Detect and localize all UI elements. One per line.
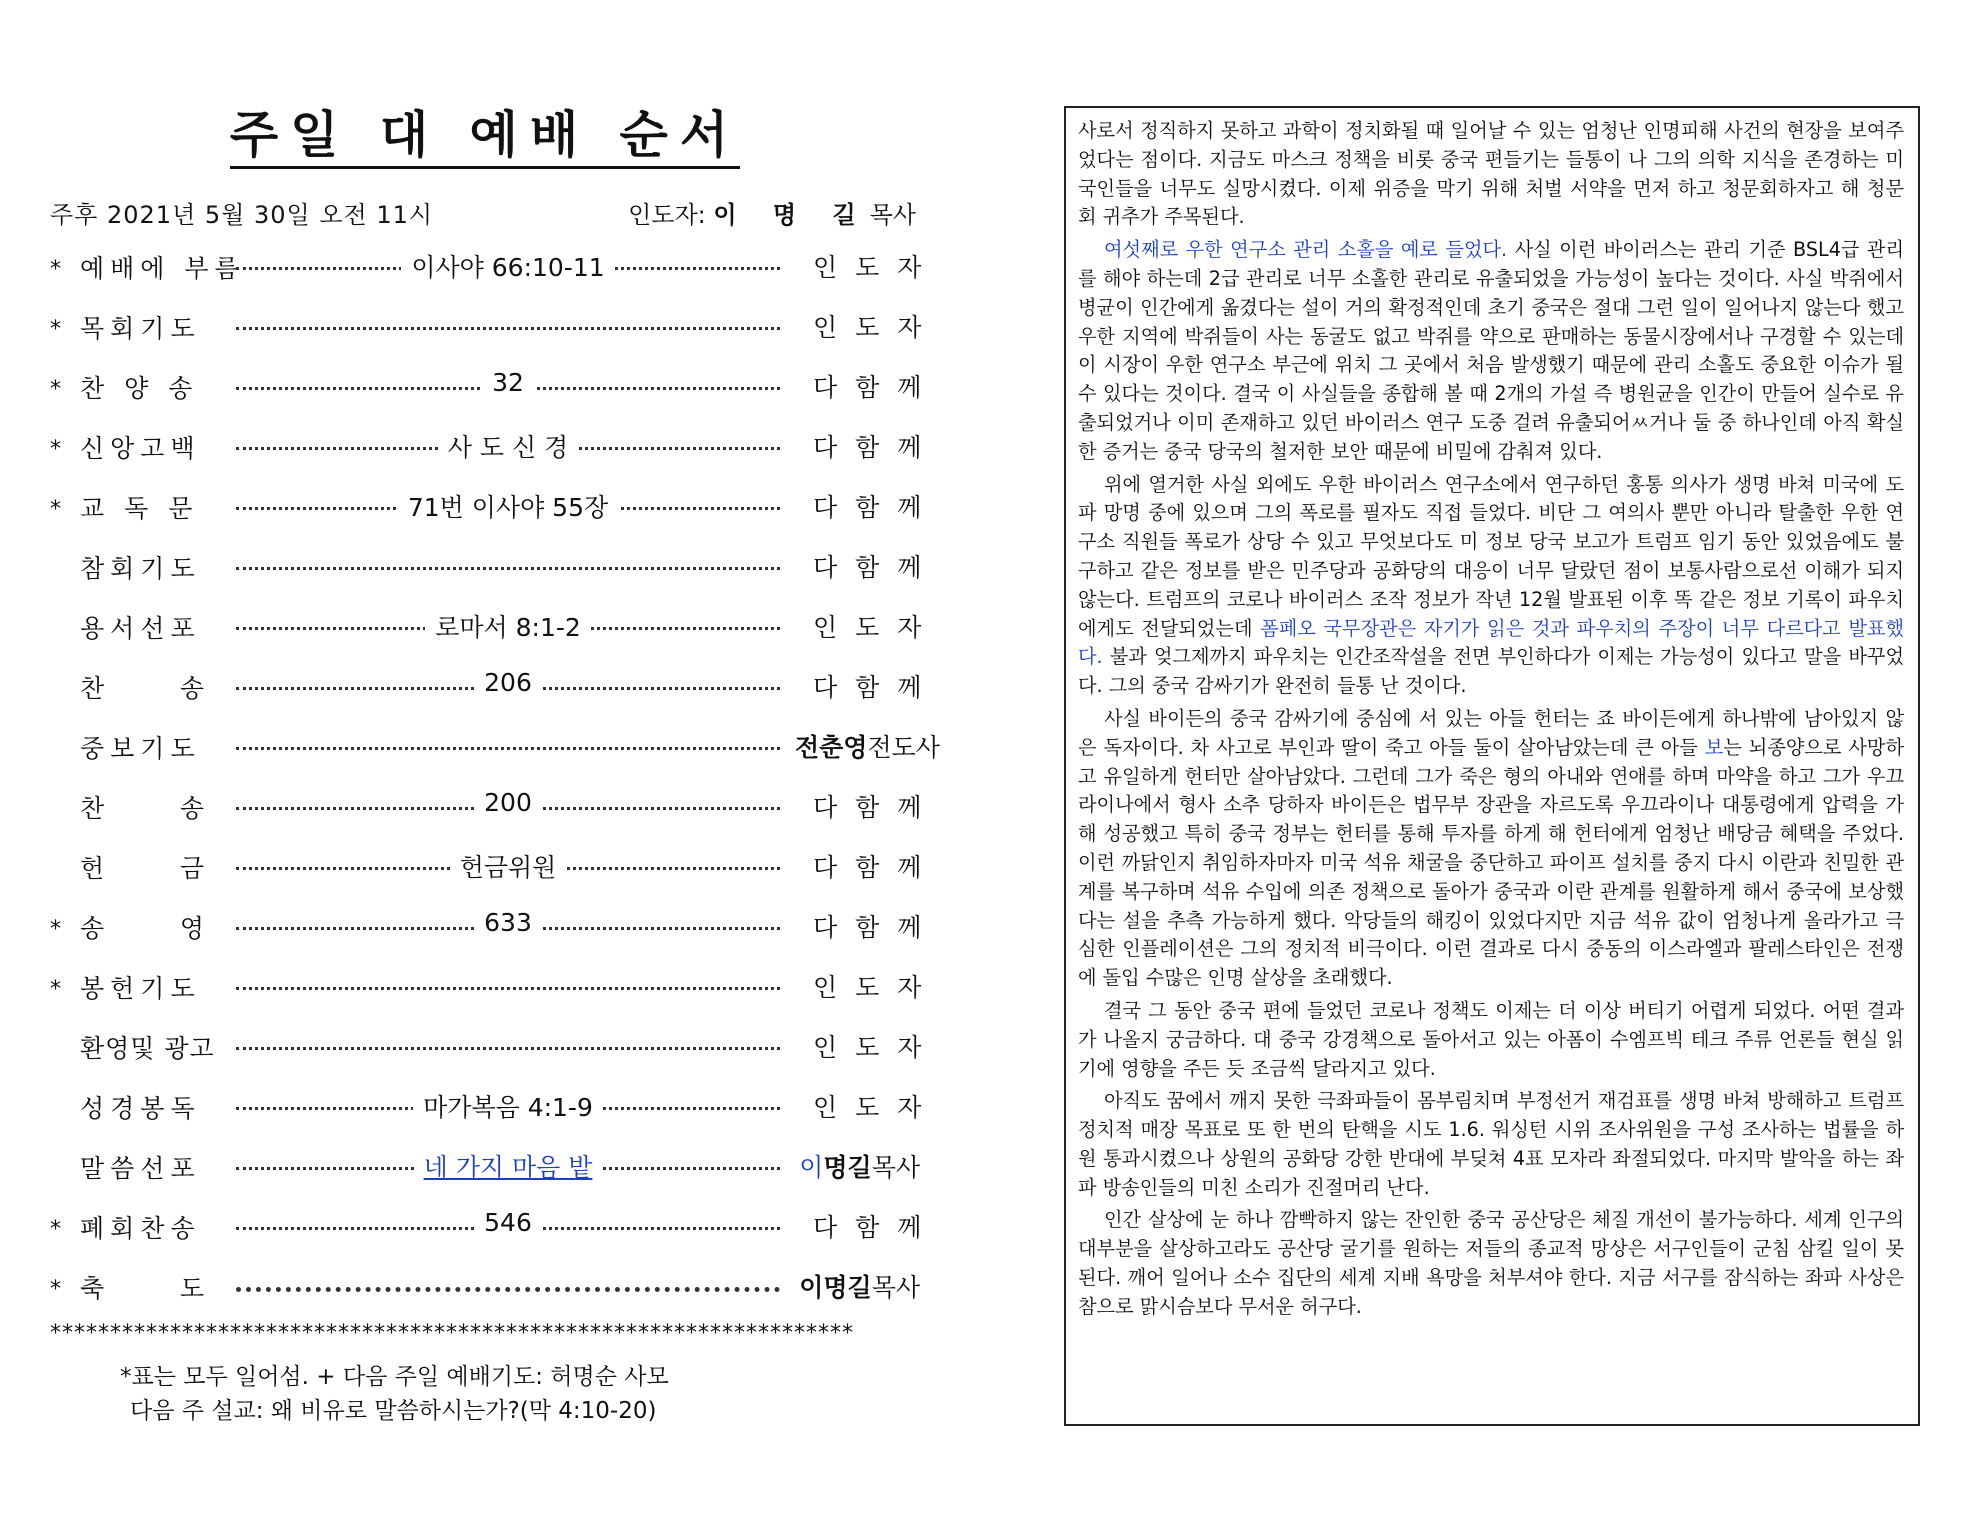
order-row: * 예배에 부름 이사야 66:10-11 인도자	[50, 253, 940, 283]
service-date: 주후 2021년 5월 30일 오전 11시	[50, 201, 434, 229]
order-row: * 신앙고백 사 도 신 경 다함께	[50, 433, 940, 463]
order-row: * 목회기도 인도자	[50, 313, 940, 343]
article-paragraph: 아직도 꿈에서 깨지 못한 극좌파들이 몸부림치며 부정선거 재검표를 생명 바쳐 방해하고 트럼프 정치적 매장 목표로 또 한 번의 탄핵을 시도 1.6. 워싱턴 시위 조사위원을 구성 조사하는 법률을 하원 통과시켰으나 상원의 공화당 강한 반대에 부딪쳐 4표 모자라 좌절되었다. 마지막 발악을 하는 좌파 방송인들의 미친 소리가 진절머리 난다.	[1078, 1089, 1904, 1199]
sermon-title: 네 가지 마음 밭	[414, 1153, 603, 1182]
highlight-text: 보	[1704, 735, 1724, 759]
order-row: * 축 도 이명길목사	[50, 1273, 920, 1303]
order-row: * 찬 양 송 32 다함께	[50, 368, 940, 403]
highlight-text: 여섯째로 우한 연구소 관리 소홀을 예로 들었다.	[1104, 238, 1508, 262]
worship-order-page	[50, 95, 940, 1428]
order-row: 중보기도 전춘영전도사	[80, 733, 940, 763]
order-row: 성경봉독 마가복음 4:1-9 인도자	[80, 1093, 940, 1123]
highlight-text: 폼페오 국무장관은 자기가 읽은 것과 파우치의 주장이 너무 다르다고 발표했다.	[1078, 616, 1905, 669]
article-paragraph: 사실 바이든의 중국 감싸기에 중심에 서 있는 아들 헌터는 죠 바이든에게 하나밖에 남아있지 않은 독자이다. 차 사고로 부인과 딸이 죽고 아들 둘이 살아남았는데 큰 아들 보는 뇌종양으로 사망하고 유일하게 헌터만 살아남았다. 그런데 그가 죽은 형의 아내와 연애를 하며 마약을 하고 그가 우끄라이나에서 형사 소추 당하자 바이든은 법무부 장관을 자르도록 우끄라이나 대통령에게 압력을 가해 성공했고 특히 중국 정부는 헌터를 통해 투자를 하게 해 헌터에게 엄청난 배당금 혜택을 주었다. 이런 까닭인지 취임하자마자 미국 석유 채굴을 중단하고 파이프 설치를 중지 다시 이란과 친밀한 관계를 복구하며 석유 수입에 의존 정책으로 돌아가 중국과 이란 관계를 원활하게 해서 중국에 보상했다는 설을 추측 가능하게 했다. 악당들의 해킹이 있었다지만 지금 석유 값이 엄청나게 올라가고 극심한 인플레이션은 그의 정치적 비극이다. 이런 결과로 다시 중동의 이스라엘과 팔레스타인은 전쟁에 돌입 수많은 인명 살상을 초래했다.	[1078, 706, 1905, 990]
note-standing: *표는 모두 일어섬. + 다음 주일 예배기도: 허명순 사모	[120, 1364, 669, 1390]
article-paragraph: 위에 열거한 사실 외에도 우한 바이러스 연구소에서 연구하던 홍통 의사가 생명 바쳐 미국에 도파 망명 중에 있으며 그의 폭로를 필자도 직접 들었다. 비단 그 여의사 뿐만 아니라 탈출한 우한 연구소 직원들 폭로가 상당 수 있고 무엇보다도 미 정보 당국 보고가 트럼프 임기 동안 있었음에도 불구하고 같은 정보를 받은 민주당과 공화당의 대응이 너무 달랐던 점이 보통사람으로선 이해가 되지 않는다. 트럼프의 코로나 바이러스 조작 정보가 작년 12월 발표된 이후 똑 같은 정보 기록이 파우치에게도 전달되었는데 폼페오 국무장관은 자기가 읽은 것과 파우치의 주장이 너무 다르다고 발표했다. 불과 엊그제까지 파우치는 인간조작설을 전면 부인하다가 이제는 가능성이 있다고 말을 바꾸었다. 그의 중국 감싸기가 완전히 들통 난 것이다.	[1078, 472, 1905, 698]
article-paragraph: 인간 살상에 눈 하나 깜빡하지 않는 잔인한 중국 공산당은 체질 개선이 불가능하다. 세계 인구의 대부분을 살상하고라도 공산당 굴기를 원하는 저들의 종교적 망상은 서구인들이 군침 삼킬 일이 못 된다. 깨어 일어나 소수 집단의 세계 지배 욕망을 처부셔야 한다. 지금 서구를 잠식하는 좌파 사상은 참으로 맑시슴보다 무서운 허구다.	[1078, 1208, 1904, 1318]
service-leader: 인도자: 이 명 길목사	[628, 201, 916, 229]
order-row: 환영및 광고 인도자	[80, 1033, 940, 1063]
footer-notes	[50, 1360, 920, 1428]
article-box	[1064, 106, 1920, 1426]
order-row: 헌 금 헌금위원 다함께	[80, 853, 940, 883]
order-row: * 송 영 633 다함께	[50, 908, 940, 943]
article-paragraph: 결국 그 동안 중국 편에 들었던 코로나 정책도 이제는 더 이상 버티기 어렵게 되었다. 어떤 결과가 나올지 궁금하다. 대 중국 강경책으로 돌아서고 있는 아폼이 수엠프빅 테크 주류 언론들 현실 읽기에 영향을 주든 듯 조금씩 달라지고 있다.	[1078, 998, 1904, 1080]
separator-line: *******************************************************************	[50, 1321, 854, 1346]
order-row: * 교 독 문 71번 이사야 55장 다함께	[50, 493, 940, 523]
page-title: 주일 대 예배 순서	[50, 95, 920, 167]
order-row: * 봉헌기도 인도자	[50, 973, 940, 1003]
date-line	[50, 189, 920, 235]
article-paragraph: 사로서 정직하지 못하고 과학이 정치화될 때 일어날 수 있는 엄청난 인명피해 사건의 현장을 보여주었다는 점이다. 지금도 마스크 정책을 비롯 중국 편들기는 들통이 나 그의 의학 지식을 존경하는 미국인들을 너무도 실망시켰다. 이제 위증을 막기 위해 처벌 서약을 먼저 하고 청문회하자고 해 청문회 귀추가 주목된다.	[1078, 119, 1904, 229]
article-paragraph: 여섯째로 우한 연구소 관리 소홀을 예로 들었다. 사실 이런 바이러스는 관리 기준 BSL4급 관리를 해야 하는데 2급 관리로 너무 소홀한 관리로 유출되었을 가능성이 높다는 것이다. 사실 박쥐에서 병균이 인간에게 옮겼다는 설이 거의 확정적인데 초기 중국은 절대 그런 일이 일어나지 않는다 했고 우한 지역에 박쥐들이 사는 동굴도 없고 박쥐를 약으로 판매하는 동물시장에서나 구경할 수 있는데 이 시장이 우한 연구소 부근에 위치 그 곳에서 처음 발생했기 때문에 관리 소홀도 중요한 이슈가 될 수 있다는 것이다. 결국 이 사실들을 종합해 볼 때 2개의 가설 즉 병원균을 인간이 만들어 실수로 유출되었거나 이미 존재하고 있던 바이러스 연구 도중 걸려 유출되어ㅆ거나 둘 중 하나인데 아직 확실한 증거는 중국 당국의 철저한 보안 때문에 비밀에 감춰져 있다.	[1078, 238, 1904, 463]
note-next-sermon: 다음 주 설교: 왜 비유로 말씀하시는가?(막 4:10-20)	[130, 1398, 657, 1424]
order-row: 말씀선포 네 가지 마음 밭 이명길목사	[80, 1153, 920, 1183]
order-row: 찬 송 206 다함께	[80, 668, 940, 703]
order-row: 용서선포 로마서 8:1-2 인도자	[80, 613, 940, 643]
order-row: 찬 송 200 다함께	[80, 788, 940, 823]
order-list	[50, 235, 940, 1315]
order-row: 참회기도 다함께	[80, 553, 940, 583]
order-row: * 폐회찬송 546 다함께	[50, 1208, 940, 1243]
